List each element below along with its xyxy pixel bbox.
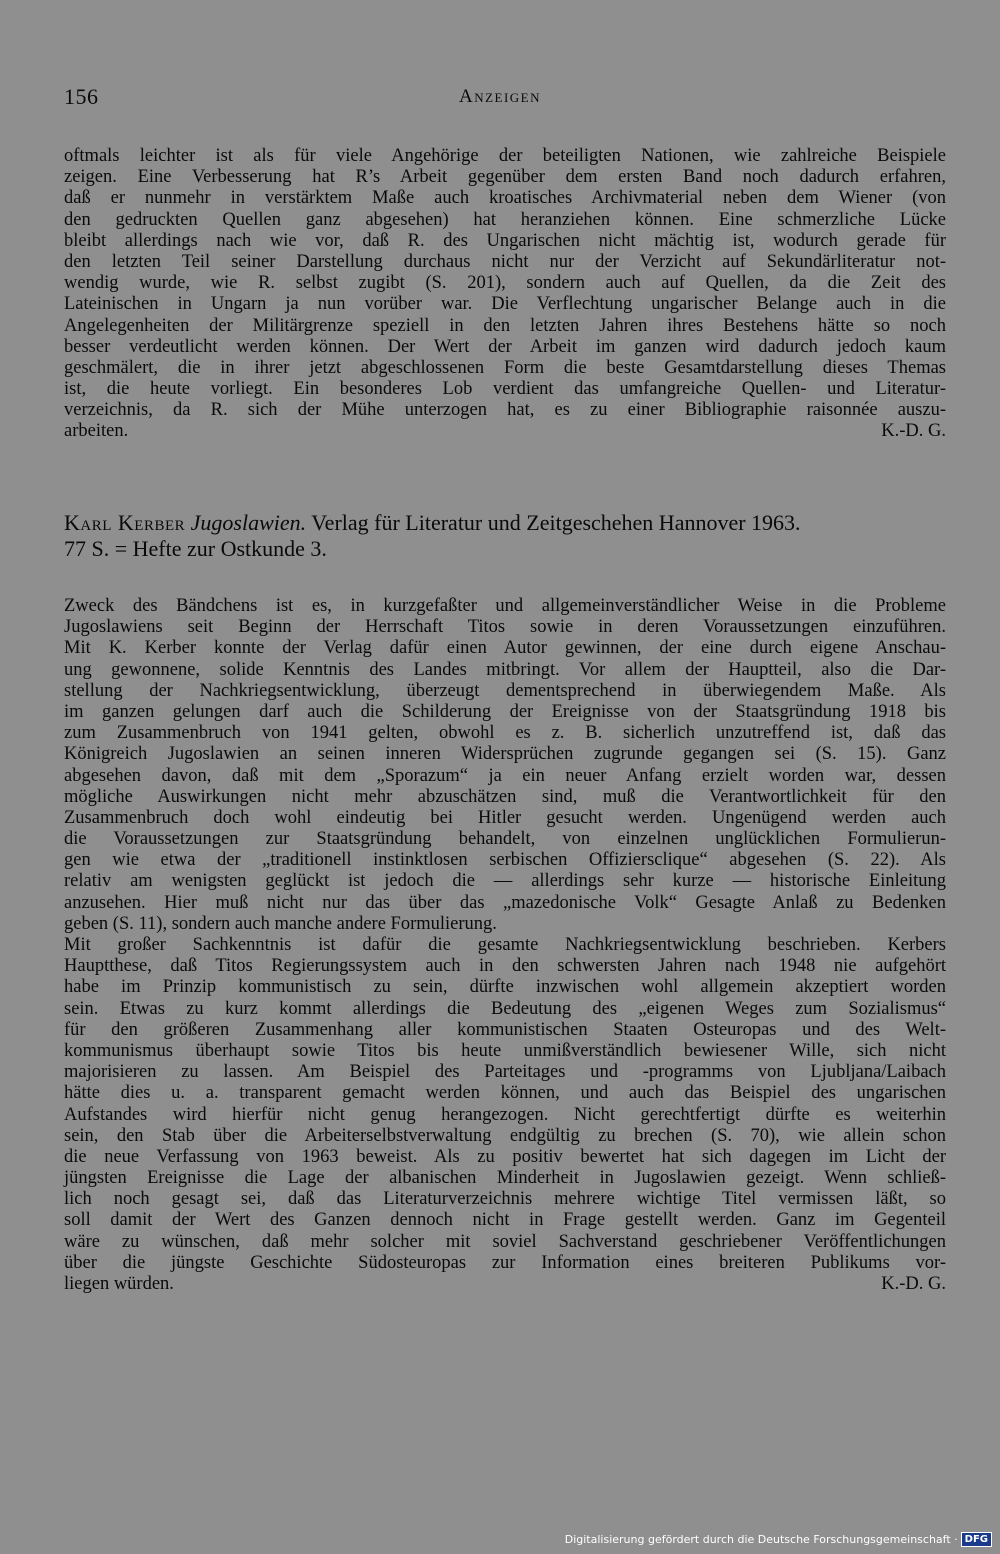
- text-line: Jugoslawiens seit Beginn der Herrschaft Titos sowie in deren Voraussetzungen einzuführen.: [64, 617, 946, 638]
- text-line: hätte dies u. a. transparent gemacht werden können, und auch das Beispiel des ungarischen: [64, 1083, 946, 1104]
- text-line: über die jüngste Geschichte Südosteuropas zur Information eines breiteren Publikums vor-: [64, 1252, 946, 1273]
- text-line: stellung der Nachkriegsentwicklung, überzeugt dementsprechend in überwiegendem Maße. Als: [64, 680, 946, 701]
- text-line: Lateinischen in Ungarn ja nun vorüber war. Die Verflechtung ungarischer Belange auch in die: [64, 294, 946, 315]
- text-line: geschmälert, die in ihrer jetzt abgeschlossenen Form die beste Gesamtdarstellung dieses Themas: [64, 357, 946, 378]
- text-line: ist, die heute vorliegt. Ein besonderes Lob verdient das umfangreiche Quellen- und Literatur-: [64, 379, 946, 400]
- text-line: Mit K. Kerber konnte der Verlag dafür einen Autor gewinnen, der eine durch eigene Anschau-: [64, 638, 946, 659]
- reviewer-signature: K.-D. G.: [881, 421, 946, 442]
- text-line: kommunismus überhaupt sowie Titos bis heute unmißverständlich bewiesener Wille, sich nicht: [64, 1040, 946, 1061]
- text-line: verzeichnis, da R. sich der Mühe unterzogen hat, es zu einer Bibliographie raisonnée auszu-: [64, 400, 946, 421]
- text-line: die neue Verfassung von 1963 beweist. Als zu positiv bewertet hat sich dagegen im Licht der: [64, 1146, 946, 1167]
- book-publisher: Verlag für Literatur und Zeitgeschehen Hannover 1963.: [311, 510, 801, 535]
- text-line: Königreich Jugoslawien an seinen inneren Widersprüchen zugrunde gegangen sei (S. 15). Ganz: [64, 744, 946, 765]
- text-line: habe im Prinzip kommunistisch zu sein, dürfte inzwischen wohl allgemein akzeptiert worden: [64, 977, 946, 998]
- reviewer-signature: K.-D. G.: [881, 1274, 946, 1294]
- footer-text: Digitalisierung gefördert durch die Deutsche Forschungsgemeinschaft ·: [564, 1533, 958, 1546]
- text-line-with-signature: [64, 421, 946, 442]
- book-pages-series: 77 S. = Hefte zur Ostkunde 3.: [64, 536, 327, 561]
- text-line: daß er nunmehr in verstärktem Maße auch kroatisches Archivmaterial neben dem Wiener (von: [64, 188, 946, 209]
- text-line: lich noch gesagt sei, daß das Literaturverzeichnis mehrere wichtige Titel vermissen läßt, so: [64, 1189, 946, 1210]
- text-line: Zweck des Bändchens ist es, in kurzgefaßter und allgemeinverständlicher Weise in die Probleme: [64, 596, 946, 616]
- text-line: sein, den Stab über die Arbeiterselbstverwaltung endgültig zu brechen (S. 70), wie allein schon: [64, 1125, 946, 1146]
- text-line: Mit großer Sachkenntnis ist dafür die gesamte Nachkriegsentwicklung beschrieben. Kerbers: [64, 935, 946, 955]
- text-line: oftmals leichter ist als für viele Angehörige der beteiligten Nationen, wie zahlreiche Beispiele: [64, 146, 946, 166]
- review-continuation: [64, 146, 946, 443]
- digitization-footer: [565, 1532, 992, 1547]
- text-line: jüngsten Ereignisse die Lage der albanischen Minderheit in Jugoslawien gezeigt. Wenn schließ-: [64, 1168, 946, 1189]
- text-line: wendig wurde, wie R. selbst zugibt (S. 201), sondern auch auf Quellen, da die Zeit des: [64, 273, 946, 294]
- text-line: sein. Etwas zu kurz kommt allerdings die Bedeutung des „eigenen Weges zum Sozialismus“: [64, 998, 946, 1019]
- last-line: arbeiten.: [64, 421, 129, 442]
- text-line-with-signature: [64, 1274, 946, 1295]
- text-line: gen wie etwa der „traditionell instinktlosen serbischen Offiziersclique“ abgesehen (S. 22). Als: [64, 850, 946, 871]
- text-line: für den größeren Zusammenhang aller kommunistischen Staaten Osteuropas und des Welt-: [64, 1019, 946, 1040]
- review-heading: [64, 510, 946, 562]
- text-line: mögliche Auswirkungen nicht mehr abzuschätzen sind, muß die Verantwortlichkeit für den: [64, 786, 946, 807]
- text-line: Hauptthese, daß Titos Regierungssystem auch in den schwersten Jahren nach 1948 nie aufgehört: [64, 956, 946, 977]
- text-line: abgesehen davon, daß mit dem „Sporazum“ ja ein neuer Anfang erzielt worden war, dessen: [64, 765, 946, 786]
- page-number: 156: [64, 84, 99, 109]
- text-line: soll damit der Wert des Ganzen dennoch nicht in Frage gestellt werden. Ganz im Gegenteil: [64, 1210, 946, 1231]
- text-line: Aufstandes wird hierfür nicht genug herangezogen. Nicht gerechtfertigt dürfte es weiterhin: [64, 1104, 946, 1125]
- text-line: den letzten Teil seiner Darstellung durchaus nicht nur der Verzicht auf Sekundärliteratur not-: [64, 251, 946, 272]
- text-line: relativ am wenigsten geglückt ist jedoch die — allerdings sehr kurze — historische Einleitung: [64, 871, 946, 892]
- text-line: wäre zu wünschen, daß mehr solcher mit soviel Sachverstand geschriebener Veröffentlichungen: [64, 1231, 946, 1252]
- text-line: zum Zusammenbruch von 1941 gelten, obwohl es z. B. sicherlich unzutreffend ist, daß das: [64, 723, 946, 744]
- text-line: ung gewonnene, solide Kenntnis des Landes mitbringt. Vor allem der Hauptteil, also die Dar-: [64, 659, 946, 680]
- text-line: anzusehen. Hier muß nicht nur das über das „mazedonische Volk“ Gesagte Anlaß zu Bedenken: [64, 892, 946, 913]
- text-line: zeigen. Eine Verbesserung hat R’s Arbeit gegenüber dem ersten Band noch dadurch erfahren,: [64, 167, 946, 188]
- text-line: die Voraussetzungen zur Staatsgründung behandelt, von einzelnen unglücklichen Formulierun-: [64, 829, 946, 850]
- text-line: geben (S. 11), sondern auch manche andere Formulierung.: [64, 913, 497, 934]
- text-line: den gedruckten Quellen ganz abgesehen) hat heranziehen können. Eine schmerzliche Lücke: [64, 209, 946, 230]
- bibliographic-line: [64, 510, 946, 536]
- text-line: bleibt allerdings nach wie vor, daß R. des Ungarischen nicht mächtig ist, wodurch gerade für: [64, 230, 946, 251]
- review-body: [64, 596, 946, 1295]
- book-author: Karl Kerber: [64, 510, 186, 535]
- running-head: Anzeigen: [458, 86, 542, 107]
- text-line: majorisieren zu lassen. Am Beispiel des Parteitages und -programms von Ljubljana/Laibach: [64, 1062, 946, 1083]
- text-line: besser verdeutlicht werden können. Der Wert der Arbeit im ganzen wird dadurch jedoch kaum: [64, 336, 946, 357]
- dfg-logo: DFG: [961, 1532, 992, 1547]
- book-title: Jugoslawien.: [190, 510, 307, 535]
- text-line: im ganzen gelungen darf auch die Schilderung der Ereignisse von der Staatsgründung 1918 bis: [64, 701, 946, 722]
- last-line: liegen würden.: [64, 1274, 174, 1294]
- text-line: Zusammenbruch doch wohl eindeutig bei Hitler gesucht werden. Ungenügend werden auch: [64, 807, 946, 828]
- text-line: Angelegenheiten der Militärgrenze speziell in den letzten Jahren ihres Bestehens hätte so noch: [64, 315, 946, 336]
